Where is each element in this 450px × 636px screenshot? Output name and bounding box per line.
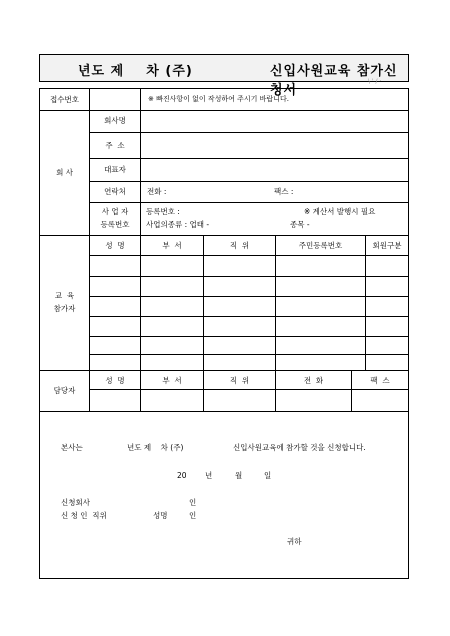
manager-row[interactable] xyxy=(90,390,408,411)
declaration-prefix: 본사는 xyxy=(61,443,83,452)
applicant-company-label: 신청회사 xyxy=(61,498,90,507)
participants-section-label-2: 참가자 xyxy=(53,304,76,313)
declaration-course: 년도 제 차 (주) xyxy=(127,443,184,452)
participants-col-department: 부 서 xyxy=(162,241,182,250)
manager-col-fax: 팩 스 xyxy=(370,376,390,385)
row-divider xyxy=(89,202,408,203)
row-divider xyxy=(40,411,408,412)
declaration-text: 신입사원교육에 참가할 것을 신청합니다. xyxy=(233,443,366,452)
corner-mark: \ ' / · xyxy=(368,78,382,85)
form-title-course: 년도 제 차 (주) xyxy=(78,64,193,79)
participant-row[interactable] xyxy=(90,337,408,354)
manager-col-position: 직 위 xyxy=(229,376,250,385)
participants-col-position: 직 위 xyxy=(229,241,250,250)
addressee: 귀하 xyxy=(287,537,302,546)
company-name-field[interactable] xyxy=(141,111,408,132)
reception-notice: ※ 빠진사항이 없이 작성하여 주시기 바랍니다. xyxy=(148,95,289,103)
participants-col-member-type: 회원구분 xyxy=(372,241,402,250)
biz-reg-number-label: 등록번호 : xyxy=(146,207,180,216)
address-label: 주 소 xyxy=(105,141,125,150)
row-divider xyxy=(40,235,408,236)
manager-section-label: 담당자 xyxy=(53,386,76,395)
biz-type-label: 사업의종류 : 업태 - xyxy=(146,220,210,229)
date-month-unit: 월 xyxy=(235,471,243,480)
phone-field[interactable] xyxy=(180,182,260,202)
invoice-note: ※ 계산서 발행시 필요 xyxy=(304,207,376,216)
company-section-label: 회 사 xyxy=(56,168,73,177)
ceo-field[interactable] xyxy=(141,159,408,181)
participant-row[interactable] xyxy=(90,317,408,336)
address-field[interactable] xyxy=(141,133,408,158)
contact-label: 연락처 xyxy=(104,187,126,196)
form-title xyxy=(39,54,409,98)
participants-section-label-1: 교 육 xyxy=(54,291,75,300)
reception-number-label: 접수번호 xyxy=(50,95,79,104)
participant-row[interactable] xyxy=(90,355,408,370)
col-divider xyxy=(140,89,141,110)
biz-reg-label-1: 사 업 자 xyxy=(101,207,129,216)
biz-reg-label-2: 등록번호 xyxy=(100,220,130,229)
participant-row[interactable] xyxy=(90,256,408,276)
company-name-label: 회사명 xyxy=(104,116,126,125)
form-title-name: 신입사원교육 참가신청서 xyxy=(270,64,398,98)
biz-item-label: 종목 - xyxy=(290,220,310,229)
applicant-seal: 인 xyxy=(189,511,197,520)
company-seal: 인 xyxy=(189,498,197,507)
date-year: 20 xyxy=(177,471,187,480)
date-year-unit: 년 xyxy=(205,471,213,480)
reception-number-field[interactable] xyxy=(90,89,140,110)
phone-label: 전화 : xyxy=(147,187,167,196)
fax-field[interactable] xyxy=(302,182,402,202)
participants-col-name: 성 명 xyxy=(105,241,125,250)
application-form xyxy=(39,88,409,579)
applicant-name-label: 성명 xyxy=(153,511,168,520)
manager-col-phone: 전 화 xyxy=(303,376,324,385)
applicant-position-label: 신 청 인 직위 xyxy=(61,511,107,520)
ceo-label: 대표자 xyxy=(104,165,126,174)
fax-label: 팩스 : xyxy=(274,187,294,196)
participants-col-resident-id: 주민등록번호 xyxy=(298,241,343,250)
participant-row[interactable] xyxy=(90,277,408,296)
row-divider xyxy=(40,370,408,371)
manager-col-name: 성 명 xyxy=(105,376,125,385)
manager-col-department: 부 서 xyxy=(162,376,182,385)
date-day-unit: 일 xyxy=(264,471,272,480)
participant-row[interactable] xyxy=(90,297,408,316)
